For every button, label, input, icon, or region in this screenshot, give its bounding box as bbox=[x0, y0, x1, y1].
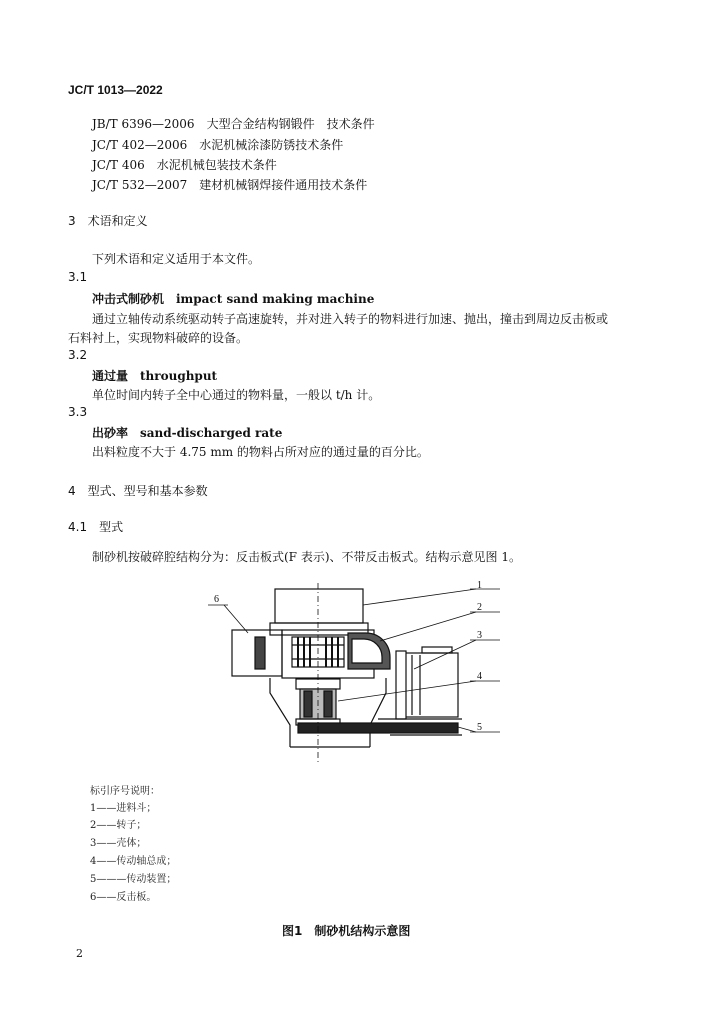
section-heading: 4 型式、型号和基本参数 bbox=[68, 484, 208, 498]
legend-item: 2——转子； bbox=[90, 820, 147, 831]
paragraph: 下列术语和定义适用于本文件。 bbox=[92, 252, 261, 266]
legend-item: 5———传动装置； bbox=[90, 874, 177, 885]
term-title: 出砂率 sand-discharged rate bbox=[92, 426, 283, 440]
section-heading: 3 术语和定义 bbox=[68, 214, 148, 228]
reference-item: JC/T 532—2007 建材机械钢焊接件通用技术条件 bbox=[92, 178, 368, 192]
term-number: 3.1 bbox=[68, 270, 88, 284]
term-title: 冲击式制砂机 impact sand making machine bbox=[92, 292, 375, 306]
callout-1: 1 bbox=[477, 580, 482, 591]
term-number: 3.3 bbox=[68, 405, 88, 419]
legend-item: 1——进料斗； bbox=[90, 803, 157, 814]
legend-title: 标引序号说明： bbox=[90, 786, 160, 797]
callout-2: 2 bbox=[477, 602, 482, 613]
term-definition: 出料粒度不大于 4.75 mm 的物料占所对应的通过量的百分比。 bbox=[92, 445, 429, 459]
term-definition: 通过立轴传动系统驱动转子高速旋转，并对进入转子的物料进行加速、抛出，撞击到周边反击板或 bbox=[92, 312, 609, 326]
callout-4: 4 bbox=[477, 671, 482, 682]
term-title: 通过量 throughput bbox=[92, 369, 218, 383]
legend-item: 6——反击板。 bbox=[90, 892, 157, 903]
term-definition: 单位时间内转子全中心通过的物料量，一般以 t/h 计。 bbox=[92, 388, 381, 402]
legend-item: 3——壳体； bbox=[90, 838, 147, 849]
reference-item: JC/T 402—2006 水泥机械涂漆防锈技术条件 bbox=[92, 138, 344, 152]
page-number: 2 bbox=[76, 947, 83, 960]
paragraph: 制砂机按破碎腔结构分为：反击板式(F 表示)、不带反击板式。结构示意见图 1。 bbox=[92, 550, 521, 564]
subsection-heading: 4.1 型式 bbox=[68, 520, 124, 534]
document-code: JC/T 1013—2022 bbox=[68, 83, 163, 97]
callout-6: 6 bbox=[214, 594, 219, 605]
callout-3: 3 bbox=[477, 630, 482, 641]
sand-making-machine-diagram bbox=[200, 575, 510, 770]
term-definition: 石料衬上，实现物料破碎的设备。 bbox=[68, 331, 249, 345]
legend-item: 4——传动轴总成； bbox=[90, 856, 177, 867]
figure-title: 图1 制砂机结构示意图 bbox=[282, 924, 411, 938]
term-number: 3.2 bbox=[68, 348, 88, 362]
callout-5: 5 bbox=[477, 722, 482, 733]
reference-item: JB/T 6396—2006 大型合金结构钢锻件 技术条件 bbox=[92, 117, 375, 131]
reference-item: JC/T 406 水泥机械包装技术条件 bbox=[92, 158, 277, 172]
